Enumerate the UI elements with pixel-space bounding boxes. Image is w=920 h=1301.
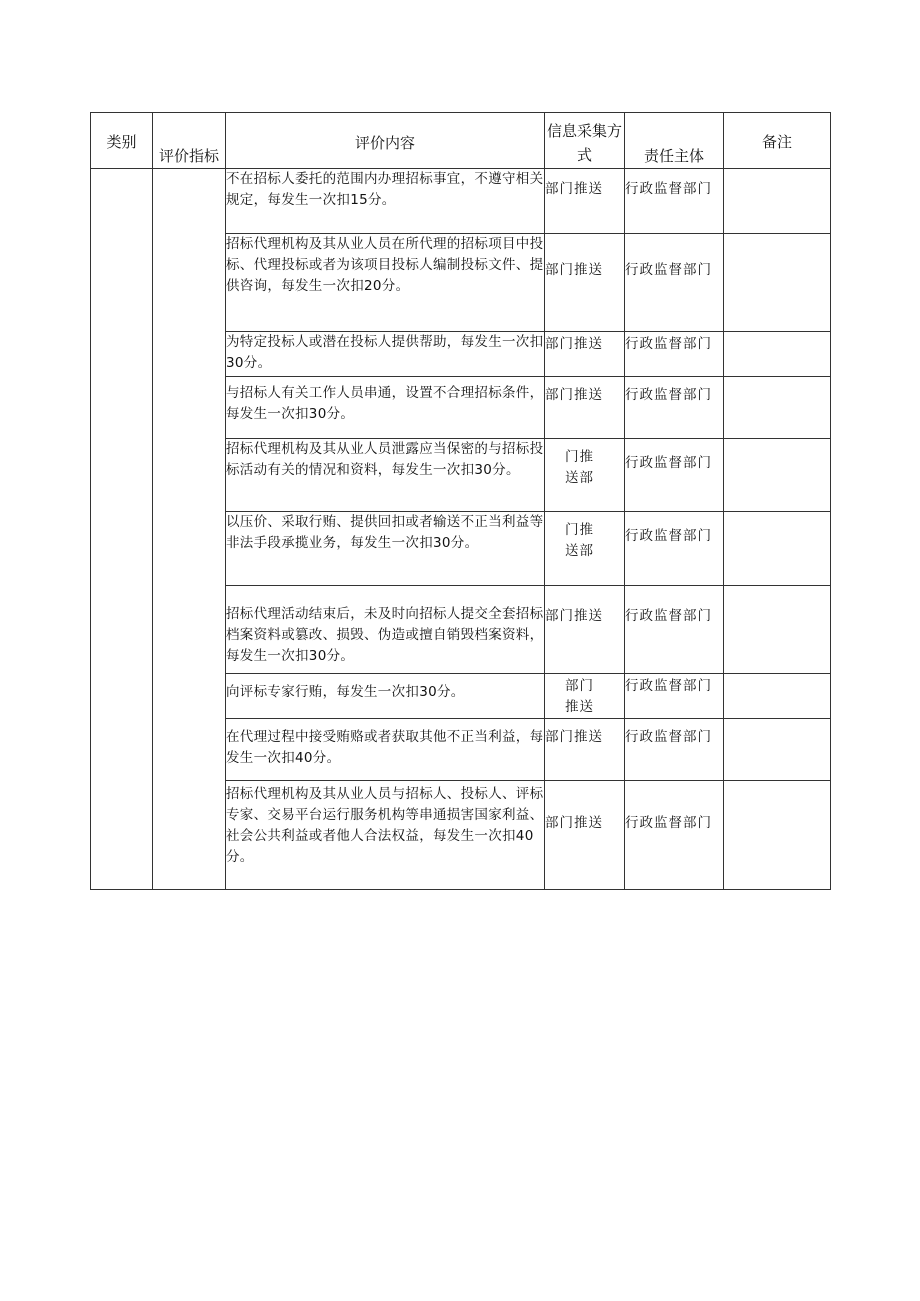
row-remarks: [724, 332, 831, 377]
row-method: 部门推送: [545, 234, 625, 332]
row-remarks: [724, 674, 831, 719]
row-method: 部门推送: [545, 377, 625, 439]
row-responsible: 行政监督部门: [625, 674, 724, 719]
row-responsible: 行政监督部门: [625, 169, 724, 234]
row-responsible: 行政监督部门: [625, 586, 724, 674]
row-responsible: 行政监督部门: [625, 332, 724, 377]
row-content: 招标代理活动结束后，未及时向招标人提交全套招标档案资料或篡改、损毁、伪造或擅自销毁档案资料，每发生一次扣30分。: [226, 586, 545, 674]
table-row: [91, 169, 831, 234]
row-method: 部门推送: [545, 719, 625, 781]
row-remarks: [724, 586, 831, 674]
row-remarks: [724, 719, 831, 781]
row-content: 招标代理机构及其从业人员泄露应当保密的与招标投标活动有关的情况和资料，每发生一次扣30分。: [226, 439, 545, 512]
header-row: [91, 113, 831, 169]
header-responsible: 责任主体: [625, 113, 724, 169]
row-remarks: [724, 781, 831, 890]
row-content: 不在招标人委托的范围内办理招标事宜，不遵守相关规定，每发生一次扣15分。: [226, 169, 545, 234]
row-remarks: [724, 169, 831, 234]
header-content: 评价内容: [226, 113, 545, 169]
header-indicator: 评价指标: [153, 113, 226, 169]
row-responsible: 行政监督部门: [625, 439, 724, 512]
header-info-method: 信息采集方式: [545, 113, 625, 169]
category-cell: [91, 169, 153, 890]
row-responsible: 行政监督部门: [625, 512, 724, 586]
row-remarks: [724, 377, 831, 439]
header-category: 类别: [91, 113, 153, 169]
evaluation-table: [90, 112, 831, 890]
row-remarks: [724, 439, 831, 512]
indicator-cell: [153, 169, 226, 890]
row-method: 门推送部: [545, 512, 625, 586]
row-method: 部门推送: [545, 169, 625, 234]
row-method: 部门推送: [545, 781, 625, 890]
row-responsible: 行政监督部门: [625, 719, 724, 781]
row-content: 招标代理机构及其从业人员在所代理的招标项目中投标、代理投标或者为该项目投标人编制投标文件、提供咨询，每发生一次扣20分。: [226, 234, 545, 332]
row-content: 为特定投标人或潜在投标人提供帮助，每发生一次扣30分。: [226, 332, 545, 377]
row-method: 门推送部: [545, 439, 625, 512]
row-content: 向评标专家行贿，每发生一次扣30分。: [226, 674, 545, 719]
row-responsible: 行政监督部门: [625, 781, 724, 890]
row-content: 以压价、采取行贿、提供回扣或者输送不正当利益等非法手段承揽业务，每发生一次扣30分。: [226, 512, 545, 586]
row-responsible: 行政监督部门: [625, 234, 724, 332]
header-remarks: 备注: [724, 113, 831, 169]
row-responsible: 行政监督部门: [625, 377, 724, 439]
row-content: 招标代理机构及其从业人员与招标人、投标人、评标专家、交易平台运行服务机构等串通损害国家利益、社会公共利益或者他人合法权益，每发生一次扣40分。: [226, 781, 545, 890]
row-remarks: [724, 234, 831, 332]
row-method: 部门推送: [545, 674, 625, 719]
row-content: 在代理过程中接受贿赂或者获取其他不正当利益，每发生一次扣40分。: [226, 719, 545, 781]
row-remarks: [724, 512, 831, 586]
row-content: 与招标人有关工作人员串通，设置不合理招标条件，每发生一次扣30分。: [226, 377, 545, 439]
row-method: 部门推送: [545, 332, 625, 377]
row-method: 部门推送: [545, 586, 625, 674]
